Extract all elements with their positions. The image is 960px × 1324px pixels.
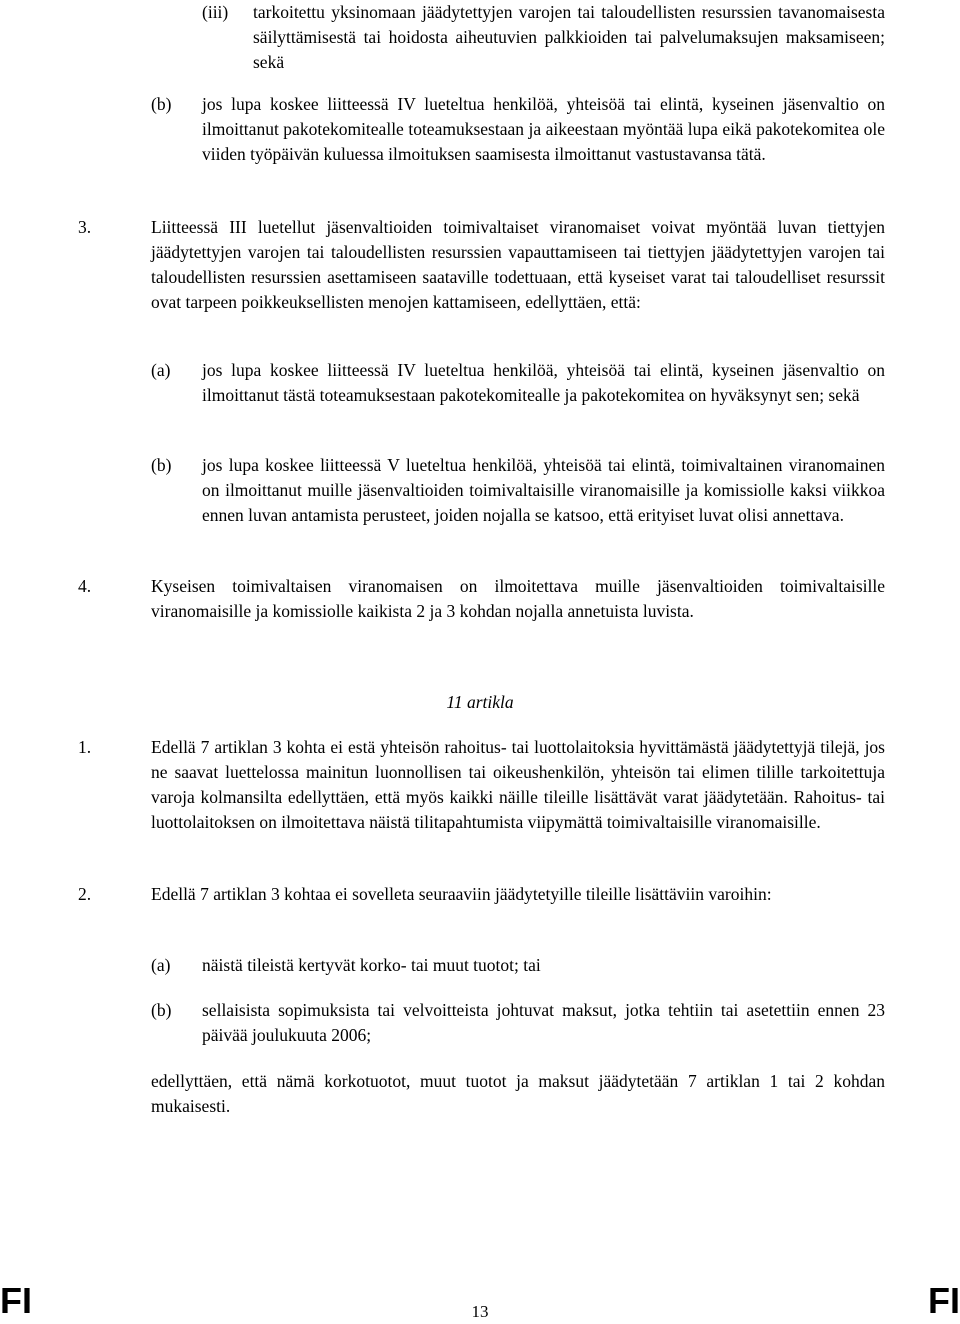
paragraph-3-text: Liitteessä III luetellut jäsenvaltioiden toimivaltaiset viranomaiset voivat myöntää luvan tiettyjen jäädytettyjen varojen tai taloudellisten resurssien vapauttamiseen tai tiettyjen jäädytettyjen varojen tai taloudellisten resurssien asettamiseen saataville todettuaan, että kyseiset varat tai taloudelliset resurssit ovat tarpeen poikkeuksellisten menojen kattamiseen, edellyttäen, että:: [151, 217, 885, 312]
item-text-2a: näistä tileistä kertyvät korko- tai muut tuotot; tai: [202, 955, 541, 975]
footer-language-right: FI: [928, 1280, 960, 1321]
footer-language-left: FI: [0, 1280, 32, 1321]
paragraph-number-3: 3.: [78, 217, 92, 237]
item-text-3a: jos lupa koskee liitteessä IV lueteltua henkilöä, yhteisöä tai elintä, kyseinen jäsenvaltio on ilmoittanut tästä toteamuksestaan pakotekomitealle ja pakotekomitea on hyväksynyt sen; sekä: [202, 360, 885, 405]
item-label-iii: (iii): [202, 2, 229, 22]
paragraph-4-text: Kyseisen toimivaltaisen viranomaisen on ilmoitettava muille jäsenvaltioiden toimivaltaisille viranomaisille ja komissiolle kaikista 2 ja 3 kohdan nojalla annetuista luvista.: [151, 576, 885, 621]
item-text-3b: jos lupa koskee liitteessä V lueteltua henkilöä, yhteisöä tai elintä, toimivaltainen viranomainen on ilmoittanut muille jäsenvaltioiden toimivaltaisille viranomaisille ja komissiolle kaksi viikkoa ennen luvan antamista perusteet, joiden nojalla se katsoo, että erityiset luvat olisi annettava.: [202, 455, 885, 525]
item-label-3b: (b): [151, 455, 172, 475]
article-paragraph-2-text: Edellä 7 artiklan 3 kohtaa ei sovelleta seuraaviin jäädytetyille tileille lisättäviin varoihin:: [151, 884, 772, 904]
closing-text: edellyttäen, että nämä korkotuotot, muut tuotot ja maksut jäädytetään 7 artiklan 1 tai 2 kohdan mukaisesti.: [151, 1071, 885, 1116]
page-number: 13: [471, 1302, 489, 1321]
item-text-2b: sellaisista sopimuksista tai velvoitteista johtuvat maksut, jotka tehtiin tai asetettiin ennen 23 päivää joulukuuta 2006;: [202, 1000, 885, 1045]
item-label-2a: (a): [151, 955, 171, 975]
paragraph-number-4: 4.: [78, 576, 92, 596]
item-label-b: (b): [151, 94, 172, 114]
article-paragraph-number-1: 1.: [78, 737, 92, 757]
article-heading: 11 artikla: [446, 692, 514, 712]
article-paragraph-number-2: 2.: [78, 884, 92, 904]
item-text-b: jos lupa koskee liitteessä IV lueteltua henkilöä, yhteisöä tai elintä, kyseinen jäsenvaltio on ilmoittanut pakotekomitealle toteamuksestaan ja aikeestaan myöntää lupa eikä pakotekomitea ole viiden työpäivän kuluessa ilmoituksen saamisesta ilmoittanut vastustavansa tätä.: [202, 94, 885, 164]
article-paragraph-1-text: Edellä 7 artiklan 3 kohta ei estä yhteisön rahoitus- tai luottolaitoksia hyvittämästä jäädytettyjä tilejä, jos ne saavat luettelossa mainitun luonnollisen tai oikeushenkilön, yhteisön tai elimen tilille tarkoitettuja varoja kolmansilta edellyttäen, että myös kaikki näille tileille lisättävät varat jäädytetään. Rahoitus- tai luottolaitoksen on ilmoitettava näistä tilitapahtumista viipymättä toimivaltaisille viranomaisille.: [151, 737, 885, 832]
item-label-2b: (b): [151, 1000, 172, 1020]
item-text-iii: tarkoitettu yksinomaan jäädytettyjen varojen tai taloudellisten resurssien tavanomaisesta säilyttämisestä tai hoidosta aiheutuvien palkkioiden tai palvelumaksujen maksamiseen; sekä: [253, 2, 885, 72]
item-label-3a: (a): [151, 360, 171, 380]
